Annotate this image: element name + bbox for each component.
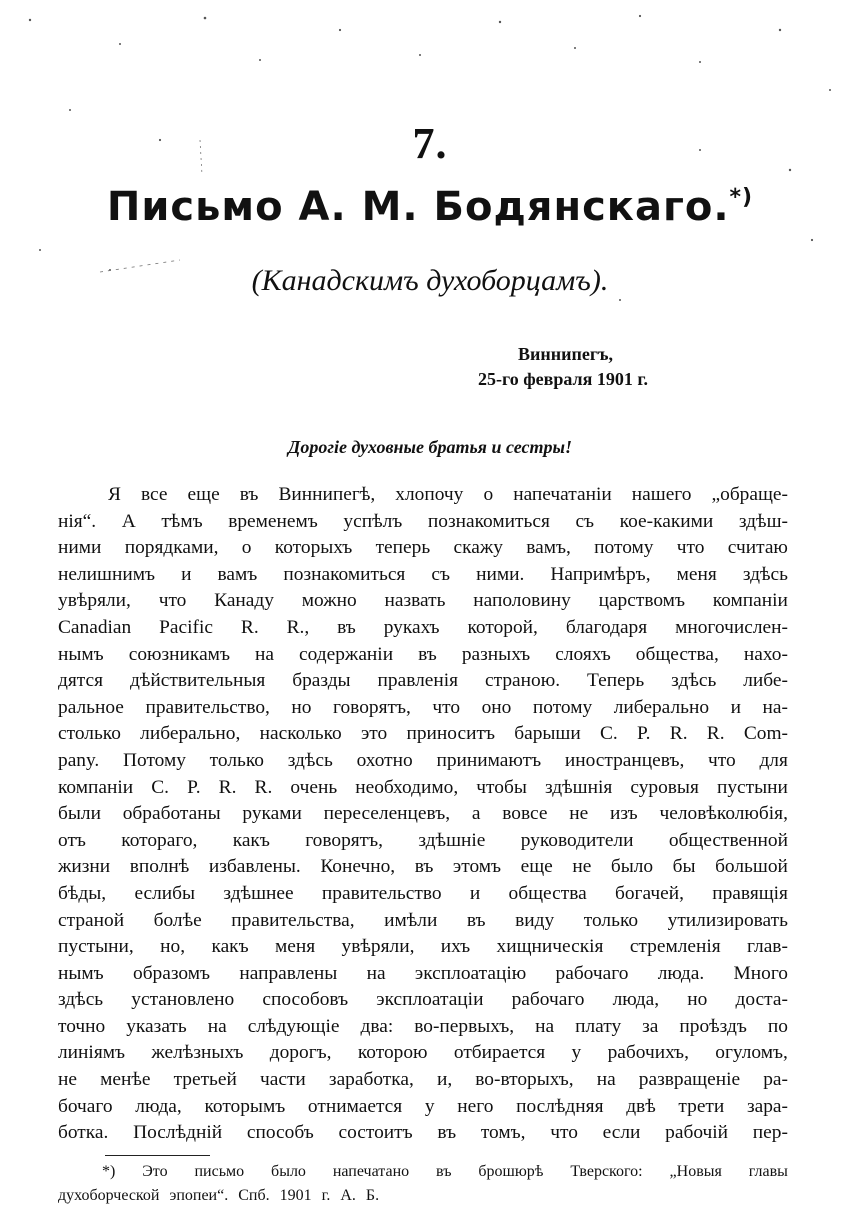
word: R. xyxy=(254,776,273,798)
word: люда, xyxy=(612,989,660,1011)
body-line xyxy=(58,535,788,562)
word: столько xyxy=(58,723,121,745)
word: и xyxy=(469,882,481,904)
word: зара- xyxy=(746,1095,788,1117)
word: люда, xyxy=(135,1095,182,1117)
word: общества, xyxy=(635,643,719,665)
word: C. xyxy=(600,723,618,745)
footnote xyxy=(58,1160,788,1208)
word: вполнѣ xyxy=(129,856,190,878)
word: пер- xyxy=(752,1122,788,1144)
word: не xyxy=(569,803,589,825)
word: съ xyxy=(575,510,595,532)
word: благодаря xyxy=(565,616,648,638)
word: правительство xyxy=(321,882,442,904)
word: рабочій xyxy=(665,1122,729,1144)
word: общественной xyxy=(668,829,788,851)
word: напечатаніи xyxy=(513,484,612,505)
word: правящія xyxy=(712,882,788,904)
word: R. xyxy=(706,723,725,745)
word: которымъ xyxy=(204,1095,286,1117)
body-line xyxy=(58,1120,788,1147)
word: тѣмъ xyxy=(161,510,203,532)
word: рабочаго xyxy=(511,989,585,1011)
word: богачей, xyxy=(615,882,684,904)
word: меня xyxy=(274,936,316,958)
body-line xyxy=(58,987,788,1014)
word: рабочихъ, xyxy=(607,1042,689,1064)
word: Canadian xyxy=(58,616,132,638)
word: что xyxy=(158,590,187,612)
word: познакомиться xyxy=(283,563,406,585)
word: компаніи xyxy=(58,776,134,798)
word: для xyxy=(759,749,788,771)
footnote-mark: *) xyxy=(729,185,754,210)
word: глав- xyxy=(747,936,788,958)
letter-body xyxy=(58,482,788,1147)
word: ними xyxy=(58,537,102,559)
body-line xyxy=(58,854,788,881)
footnote-line-1 xyxy=(58,1160,788,1184)
word: P. xyxy=(637,723,651,745)
word: только xyxy=(583,909,639,931)
body-line xyxy=(58,881,788,908)
word: царствомъ xyxy=(598,590,685,612)
word: вамъ, xyxy=(526,537,571,559)
word: правленія xyxy=(377,670,459,692)
body-line xyxy=(58,934,788,961)
body-line xyxy=(58,562,788,589)
word: А. xyxy=(340,1187,356,1204)
word: говорятъ, xyxy=(305,829,384,851)
word: Канаду xyxy=(214,590,274,612)
word: него xyxy=(457,1095,494,1117)
letter-title-text: Письмо А. М. Бодянскаго. xyxy=(106,184,730,230)
word: разныхъ xyxy=(461,643,531,665)
word: способовъ xyxy=(262,989,349,1011)
letter-subtitle: (Канадскимъ духоборцамъ). xyxy=(251,264,609,297)
word: въ xyxy=(239,484,259,505)
word: у xyxy=(424,1095,435,1117)
word: обработаны xyxy=(122,803,221,825)
word: охотно xyxy=(356,749,413,771)
word: кое-какими xyxy=(619,510,714,532)
word: большой xyxy=(715,856,788,878)
word: по xyxy=(767,1015,788,1037)
word: еще xyxy=(187,484,220,505)
word: отнимается xyxy=(307,1095,403,1117)
word: бразды xyxy=(292,670,351,692)
word: установлено xyxy=(131,989,235,1011)
word: рукахъ xyxy=(383,616,440,638)
dateline xyxy=(478,342,728,392)
word: познакомиться xyxy=(427,510,550,532)
word: иностранцевъ, xyxy=(564,749,685,771)
word: Это xyxy=(142,1163,168,1180)
word: желѣзныхъ xyxy=(151,1042,244,1064)
word: союзникамъ xyxy=(128,643,230,665)
word: здѣшніе xyxy=(418,829,486,851)
word: руками xyxy=(242,803,302,825)
word: порядками, xyxy=(124,537,219,559)
word: вамъ xyxy=(217,563,258,585)
word: барыши xyxy=(514,723,581,745)
word: но xyxy=(291,696,312,718)
word: заработка, xyxy=(328,1069,414,1091)
word: указать xyxy=(126,1015,187,1037)
word: плату xyxy=(575,1015,622,1037)
word: R., xyxy=(286,616,310,638)
word: считаю xyxy=(727,537,788,559)
word: за xyxy=(642,1015,659,1037)
word: на- xyxy=(762,696,788,718)
word: либерально xyxy=(613,696,710,718)
word: Конечно, xyxy=(320,856,396,878)
word: если xyxy=(602,1122,641,1144)
word: которыхъ xyxy=(274,537,353,559)
word: здѣсь xyxy=(742,563,788,585)
word: о xyxy=(483,484,494,505)
word: содержаніи xyxy=(299,643,394,665)
word: что xyxy=(432,696,461,718)
word: Тверского: xyxy=(570,1163,643,1180)
word: необходимо, xyxy=(355,776,459,798)
word: послѣдняя xyxy=(516,1095,604,1117)
body-line xyxy=(58,615,788,642)
word: суровыя xyxy=(630,776,699,798)
word: R. xyxy=(669,723,688,745)
word: Спб. xyxy=(238,1187,270,1204)
word: нымъ xyxy=(58,962,104,984)
word: что xyxy=(708,749,736,771)
word: хлопочу xyxy=(395,484,464,505)
word: отбирается xyxy=(453,1042,546,1064)
word: pany. xyxy=(58,749,100,771)
word: письмо xyxy=(194,1163,245,1180)
body-line xyxy=(58,908,788,935)
body-line xyxy=(58,1067,788,1094)
letter-title xyxy=(0,184,860,230)
word: имѣли xyxy=(384,909,438,931)
word: третьей xyxy=(173,1069,237,1091)
word: временемъ xyxy=(228,510,318,532)
word: болѣе xyxy=(153,909,202,931)
word: точно xyxy=(58,1015,106,1037)
word: которою xyxy=(357,1042,428,1064)
footnote-line-2 xyxy=(58,1184,788,1208)
word: на xyxy=(255,643,274,665)
word: во-первыхъ, xyxy=(414,1015,515,1037)
word: переселенцевъ, xyxy=(323,803,451,825)
word: съ xyxy=(431,563,451,585)
word: Потому xyxy=(123,749,186,771)
body-line xyxy=(58,961,788,988)
word: хищническія xyxy=(496,936,604,958)
word: ихъ xyxy=(440,936,471,958)
word: нія“. xyxy=(58,510,97,532)
word: были xyxy=(58,803,101,825)
word: все xyxy=(140,484,168,505)
word: Com- xyxy=(743,723,788,745)
body-line xyxy=(58,668,788,695)
word: увѣряли, xyxy=(58,590,131,612)
word: какъ xyxy=(211,936,249,958)
word: г. xyxy=(321,1187,331,1204)
word: говорятъ, xyxy=(333,696,411,718)
dateline-date: 25-го февраля 1901 г. xyxy=(478,369,649,389)
word: ними. xyxy=(476,563,525,585)
word: потому xyxy=(532,696,593,718)
word: томъ, xyxy=(480,1122,526,1144)
word: оно xyxy=(481,696,512,718)
word: компаніи xyxy=(712,590,788,612)
word: здѣсь xyxy=(287,749,333,771)
word: способъ xyxy=(246,1122,314,1144)
word: на xyxy=(535,1015,555,1037)
word: на xyxy=(366,962,386,984)
word: въ xyxy=(436,1163,452,1180)
word: принимаютъ xyxy=(436,749,542,771)
word: здѣшнее xyxy=(223,882,294,904)
word: рабочаго xyxy=(555,962,629,984)
word: нашего xyxy=(631,484,692,505)
word: въ xyxy=(466,909,486,931)
word: проѣздъ xyxy=(679,1015,747,1037)
word: можно xyxy=(301,590,357,612)
word: въ xyxy=(414,856,434,878)
word: пустыни, xyxy=(58,936,134,958)
body-line xyxy=(58,642,788,669)
body-line xyxy=(58,1040,788,1067)
dateline-place: Виннипегъ, xyxy=(518,344,614,364)
word: вовсе xyxy=(502,803,548,825)
word: Я xyxy=(108,484,121,505)
word: 1901 xyxy=(279,1187,312,1204)
word: Напримѣръ, xyxy=(550,563,651,585)
word: страною. xyxy=(485,670,561,692)
word: нахо- xyxy=(743,643,788,665)
word: и xyxy=(181,563,192,585)
word: человѣколюбія, xyxy=(659,803,788,825)
word: трети xyxy=(678,1095,725,1117)
word: не xyxy=(58,1069,77,1091)
word: эксплоатацію xyxy=(414,962,527,984)
word: что xyxy=(676,537,705,559)
word: потому xyxy=(594,537,654,559)
word: во-вторыхъ, xyxy=(475,1069,574,1091)
word: ра- xyxy=(763,1069,788,1091)
word: было xyxy=(271,1163,306,1180)
word: духоборческой xyxy=(58,1187,160,1204)
chapter-number: 7. xyxy=(412,119,448,168)
word: образомъ xyxy=(133,962,211,984)
word: дятся xyxy=(58,670,104,692)
word: многочислен- xyxy=(675,616,788,638)
word: жизни xyxy=(58,856,111,878)
word: нымъ xyxy=(58,643,104,665)
body-line xyxy=(58,1014,788,1041)
word: Много xyxy=(733,962,788,984)
word: P. xyxy=(187,776,201,798)
body-line xyxy=(58,721,788,748)
body-line xyxy=(58,588,788,615)
word: утилизировать xyxy=(667,909,788,931)
word: на xyxy=(596,1069,616,1091)
word: чтобы xyxy=(476,776,527,798)
word: линіямъ xyxy=(58,1042,126,1064)
word: правительство, xyxy=(145,696,270,718)
word: о xyxy=(241,537,252,559)
word: и, xyxy=(436,1069,453,1091)
word: и xyxy=(730,696,741,718)
word: руководители xyxy=(520,829,634,851)
body-line xyxy=(58,775,788,802)
word: но xyxy=(687,989,708,1011)
body-line xyxy=(58,801,788,828)
word: слояхъ xyxy=(555,643,611,665)
word: какъ xyxy=(232,829,270,851)
word: дѣйствительныя xyxy=(129,670,266,692)
word: приноситъ xyxy=(406,723,495,745)
word: на xyxy=(207,1015,227,1037)
word: а xyxy=(471,803,481,825)
word: здѣш- xyxy=(738,510,788,532)
word: части xyxy=(259,1069,306,1091)
word: въ xyxy=(337,616,356,638)
word: въ xyxy=(418,643,437,665)
word: меня xyxy=(676,563,717,585)
word: насколько xyxy=(259,723,342,745)
word: скажу xyxy=(453,537,503,559)
word: „обраще- xyxy=(711,484,788,505)
word: но, xyxy=(160,936,186,958)
word: успѣлъ xyxy=(343,510,403,532)
word: нелишнимъ xyxy=(58,563,156,585)
word: увѣряли, xyxy=(341,936,415,958)
word: пустыни xyxy=(716,776,788,798)
word: виду xyxy=(515,909,555,931)
word: Теперь xyxy=(586,670,645,692)
word: наполовину xyxy=(473,590,571,612)
word: эпопеи“. xyxy=(169,1187,229,1204)
body-line xyxy=(58,482,788,509)
word: въ xyxy=(437,1122,457,1144)
word: R. xyxy=(218,776,237,798)
word: это xyxy=(360,723,388,745)
word: А xyxy=(121,510,136,532)
word: R. xyxy=(240,616,259,638)
body-line xyxy=(58,748,788,775)
word: которой, xyxy=(467,616,538,638)
word: отъ xyxy=(58,829,86,851)
word: здѣсь xyxy=(671,670,717,692)
word: доста- xyxy=(735,989,788,1011)
word: бѣды, xyxy=(58,882,107,904)
word: дорогъ, xyxy=(269,1042,332,1064)
word: бы xyxy=(672,856,696,878)
word: страной xyxy=(58,909,125,931)
word: либе- xyxy=(743,670,788,692)
word: очень xyxy=(290,776,338,798)
word: ральное xyxy=(58,696,124,718)
word: главы xyxy=(748,1163,788,1180)
word: „Новыя xyxy=(669,1163,722,1180)
word: ботка. xyxy=(58,1122,109,1144)
word: Pacific xyxy=(159,616,213,638)
word: здѣшнія xyxy=(544,776,613,798)
word: Виннипегѣ, xyxy=(278,484,376,505)
word: *) xyxy=(102,1163,116,1180)
word: либерально, xyxy=(140,723,241,745)
word: здѣсь xyxy=(58,989,104,1011)
word: стремленія xyxy=(629,936,721,958)
word: бочаго xyxy=(58,1095,113,1117)
word: еще xyxy=(520,856,553,878)
word: не xyxy=(572,856,592,878)
word: менѣе xyxy=(100,1069,151,1091)
word: котораго, xyxy=(121,829,198,851)
salutation: Дорогіе духовные братья и сестры! xyxy=(288,437,572,457)
footnote-rule xyxy=(105,1155,210,1156)
word: два: xyxy=(360,1015,394,1037)
word: правительства, xyxy=(231,909,355,931)
word: состоитъ xyxy=(338,1122,413,1144)
word: люда. xyxy=(657,962,705,984)
word: этомъ xyxy=(452,856,502,878)
word: что xyxy=(550,1122,578,1144)
word: напечатано xyxy=(332,1163,410,1180)
word: общества xyxy=(508,882,587,904)
word: слѣдующіе xyxy=(247,1015,340,1037)
word: было xyxy=(610,856,654,878)
word: направлены xyxy=(239,962,338,984)
word: эксплоатаціи xyxy=(376,989,484,1011)
body-line xyxy=(58,1094,788,1121)
word: изъ xyxy=(609,803,638,825)
word: двѣ xyxy=(626,1095,656,1117)
word: брошюрѣ xyxy=(478,1163,544,1180)
word: у xyxy=(571,1042,582,1064)
word: избавлены. xyxy=(208,856,301,878)
word: еслибы xyxy=(134,882,196,904)
body-line xyxy=(58,828,788,855)
word: только xyxy=(209,749,264,771)
word: Послѣдній xyxy=(133,1122,223,1144)
body-line xyxy=(58,695,788,722)
word: огуломъ, xyxy=(715,1042,788,1064)
body-line xyxy=(58,509,788,536)
word: назвать xyxy=(384,590,446,612)
word: развращеніе xyxy=(638,1069,741,1091)
word: теперь xyxy=(375,537,431,559)
word: C. xyxy=(151,776,170,798)
word: Б. xyxy=(365,1187,380,1204)
